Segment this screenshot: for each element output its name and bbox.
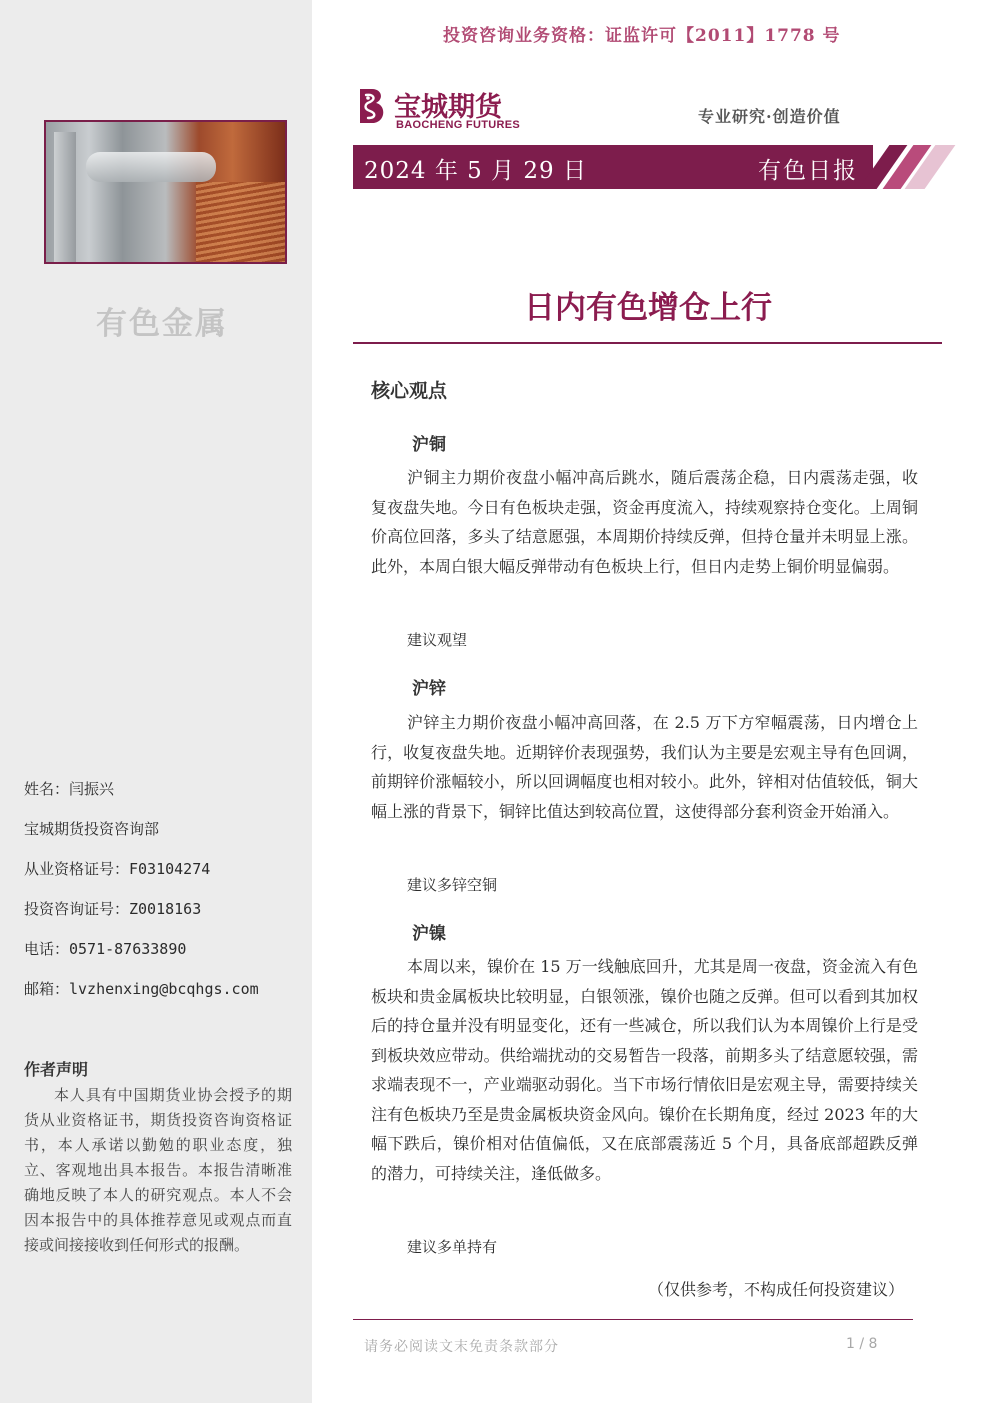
section-body-zinc: 沪锌主力期价夜盘小幅冲高回落，在 2.5 万下方窄幅震荡，日内增仓上行，收复夜盘失地。近期锌价表现强势，我们认为主要是宏观主导有色回调，前期锌价涨幅较小，所以回调幅度也相对较小。此外，锌相对估值较低，铜大幅上涨的背景下，铜锌比值达到较高位置，这使得部分套利资金开始涌入。	[371, 713, 918, 821]
cover-copper-coil	[196, 182, 287, 262]
author-name: 姓名：闫振兴	[24, 780, 115, 798]
core-view-title: 核心观点	[371, 380, 448, 402]
section-title-nickel: 沪镍	[412, 924, 446, 944]
author-license: 从业资格证号：F03104274	[24, 860, 211, 878]
company-logo	[356, 85, 526, 135]
author-email[interactable]: 邮箱：lvzhenxing@bcqhgs.com	[24, 980, 259, 998]
section-advice-copper: 建议观望	[407, 631, 468, 649]
section-title-zinc: 沪锌	[412, 679, 446, 699]
cover-metal-rod	[54, 132, 76, 262]
footer-notice: 请务必阅读文末免责条款部分	[364, 1339, 559, 1355]
qualification-line: 投资咨询业务资格：证监许可【2011】1778 号	[443, 26, 841, 46]
logo-english-name: BAOCHENG FUTURES	[396, 119, 520, 131]
section-body-nickel: 本周以来，镍价在 15 万一线触底回升，尤其是周一夜盘，资金流入有色板块和贵金属板块比较明显，白银领涨，镍价也随之反弹。但可以看到其加权后的持仓量并没有明显变化，还有一些减仓，所以我们认为本周镍价上行是受到板块效应带动。供给端扰动的交易暂告一段落，前期多头了结意愿较强，需求端表现不一，产业端驱动弱化。当下市场行情依旧是宏观主导，需要持续关注有色板块乃至是贵金属板块资金风向。镍价在长期角度，经过 2023 年的大幅下跌后，镍价相对估值偏低，又在底部震荡近 5 个月，具备底部超跌反弹的潜力，可持续关注，逢低做多。	[371, 957, 918, 1183]
slogan: 专业研究·创造价值	[698, 107, 841, 126]
report-type: 有色日报	[758, 158, 858, 184]
section-title-copper: 沪铜	[412, 435, 446, 455]
cover-metal-bar	[86, 152, 216, 182]
headline-divider	[353, 342, 942, 344]
sector-title: 有色金属	[96, 306, 228, 342]
section-advice-nickel: 建议多单持有	[407, 1238, 498, 1256]
disclaimer-body: 本人具有中国期货业协会授予的期货从业资格证书，期货投资咨询资格证书，本人承诺以勤勉的职业态度，独立、客观地出具本报告。本报告清晰准确地反映了本人的研究观点。本人不会因本报告中的具体推荐意见或观点而直接或间接接收到任何形式的报酬。	[24, 1086, 292, 1254]
reference-note: （仅供参考，不构成任何投资建议）	[648, 1280, 905, 1299]
footer-divider	[353, 1319, 913, 1320]
report-headline: 日内有色增仓上行	[524, 290, 772, 326]
author-consult-license: 投资咨询证号：Z0018163	[24, 900, 202, 918]
cover-image	[44, 120, 287, 264]
report-date: 2024 年 5 月 29 日	[364, 158, 587, 184]
section-body-copper: 沪铜主力期价夜盘小幅冲高后跳水，随后震荡企稳，日内震荡走强，收复夜盘失地。今日有色板块走强，资金再度流入，持续观察持仓变化。上周铜价高位回落，多头了结意愿强，本周期价持续反弹，但持仓量并未明显上涨。此外，本周白银大幅反弹带动有色板块上行，但日内走势上铜价明显偏弱。	[371, 468, 918, 576]
section-advice-zinc: 建议多锌空铜	[407, 876, 498, 894]
author-phone: 电话：0571-87633890	[24, 940, 187, 958]
sidebar	[0, 0, 312, 1403]
disclaimer-title: 作者声明	[24, 1060, 89, 1079]
page-number: 1 / 8	[846, 1336, 878, 1352]
logo-mark-icon	[356, 85, 390, 131]
logo-chinese-name: 宝城期货	[394, 92, 502, 123]
author-department: 宝城期货投资咨询部	[24, 820, 160, 838]
